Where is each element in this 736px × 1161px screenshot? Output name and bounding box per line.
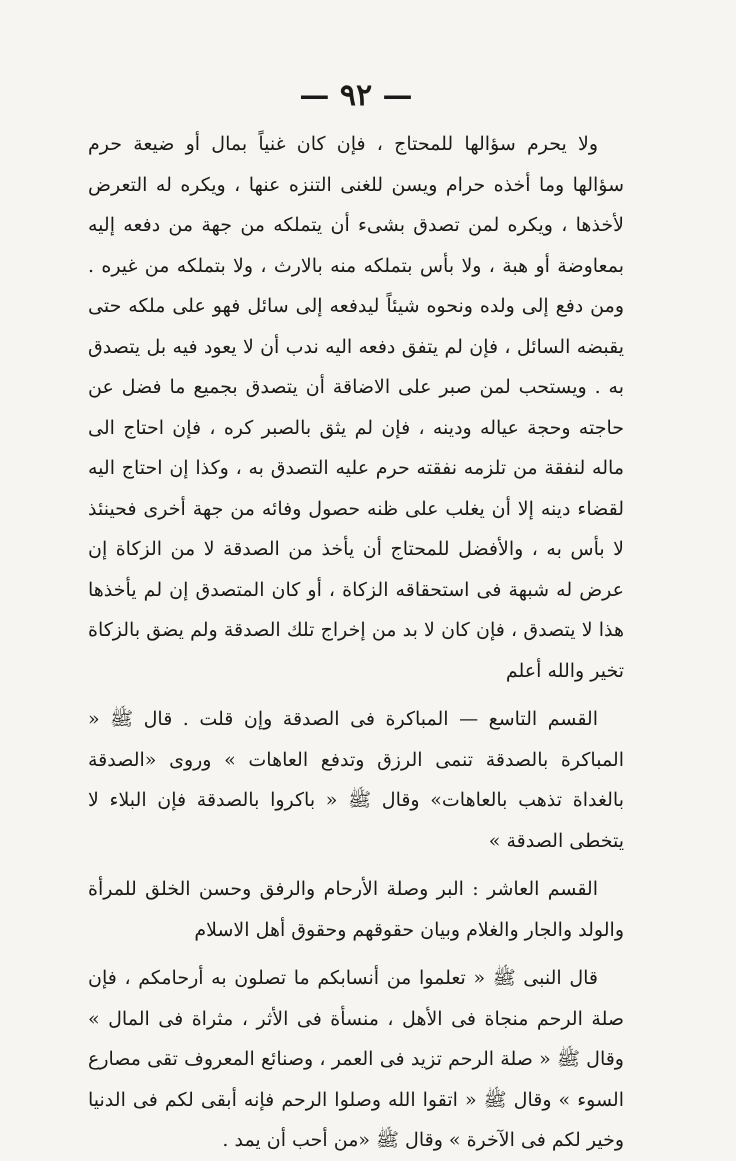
paragraph-almsgiving-rulings: ولا يحرم سؤالها للمحتاج ، فإن كان غنياً بمال أو ضيعة حرم سؤالها وما أخذه حرام ويسن للغنى التنزه عنها ، ويكره له التعرض لأخذها ، ويكره لمن تصدق بشىء أن يتملكه من جهة من دفعه إليه بمعاوضة أو هبة ، ولا بأس بتملكه منه بالارث ، ولا بتملكه من غيره . ومن دفع إلى ولده ونحوه شيئاً ليدفعه إلى سائل فهو على ملكه حتى يقبضه السائل ، فإن لم يتفق دفعه اليه ندب أن لا يعود فيه بل يتصدق به . ويستحب لمن صبر على الاضاقة أن يتصدق بجميع ما فضل عن حاجته وحجة عياله ودينه ، فإن لم يثق بالصبر كره ، فإن احتاج الى ماله لنفقة من تلزمه نفقته حرم عليه التصدق به ، وكذا إن احتاج اليه لقضاء دينه إلا أن يغلب على ظنه حصول وفائه من جهة أخرى فحينئذ لا بأس به ، والأفضل للمحتاج أن يأخذ من الصدقة لا من الزكاة إن عرض له شبهة فى استحقاقه الزكاة ، أو كان المتصدق إن لم يأخذها هذا لا يتصدق ، فإن كان لا بد من إخراج تلك الصدقة ولم يضق بالزكاة تخير والله أعلم [88, 133, 624, 682]
paragraph-section-ten: القسم العاشر : البر وصلة الأرحام والرفق وحسن الخلق للمرأة والولد والجار والغلام وبيان حقوقهم وحقوق أهل الاسلام [88, 878, 624, 941]
paragraph-section-nine: القسم التاسع — المباكرة فى الصدقة وإن قلت . قال ﷺ « المباكرة بالصدقة تنمى الرزق وتدفع العاهات » وروى «الصدقة بالغداة تذهب بالعاهات» وقال ﷺ « باكروا بالصدقة فإن البلاء لا يتخطى الصدقة » [88, 708, 624, 852]
page-body [88, 124, 624, 1161]
paragraph-kinship-hadith: قال النبى ﷺ « تعلموا من أنسابكم ما تصلون به أرحامكم ، فإن صلة الرحم منجاة فى الأهل ، منسأة فى الأثر ، مثراة فى المال » وقال ﷺ « صلة الرحم تزيد فى العمر ، وصنائع المعروف تقى مصارع السوء » وقال ﷺ « اتقوا الله وصلوا الرحم فإنه أبقى لكم فى الدنيا وخير لكم فى الآخرة » وقال ﷺ «من أحب أن يمد . [88, 967, 624, 1151]
page-number: — ٩٢ — [299, 78, 413, 113]
